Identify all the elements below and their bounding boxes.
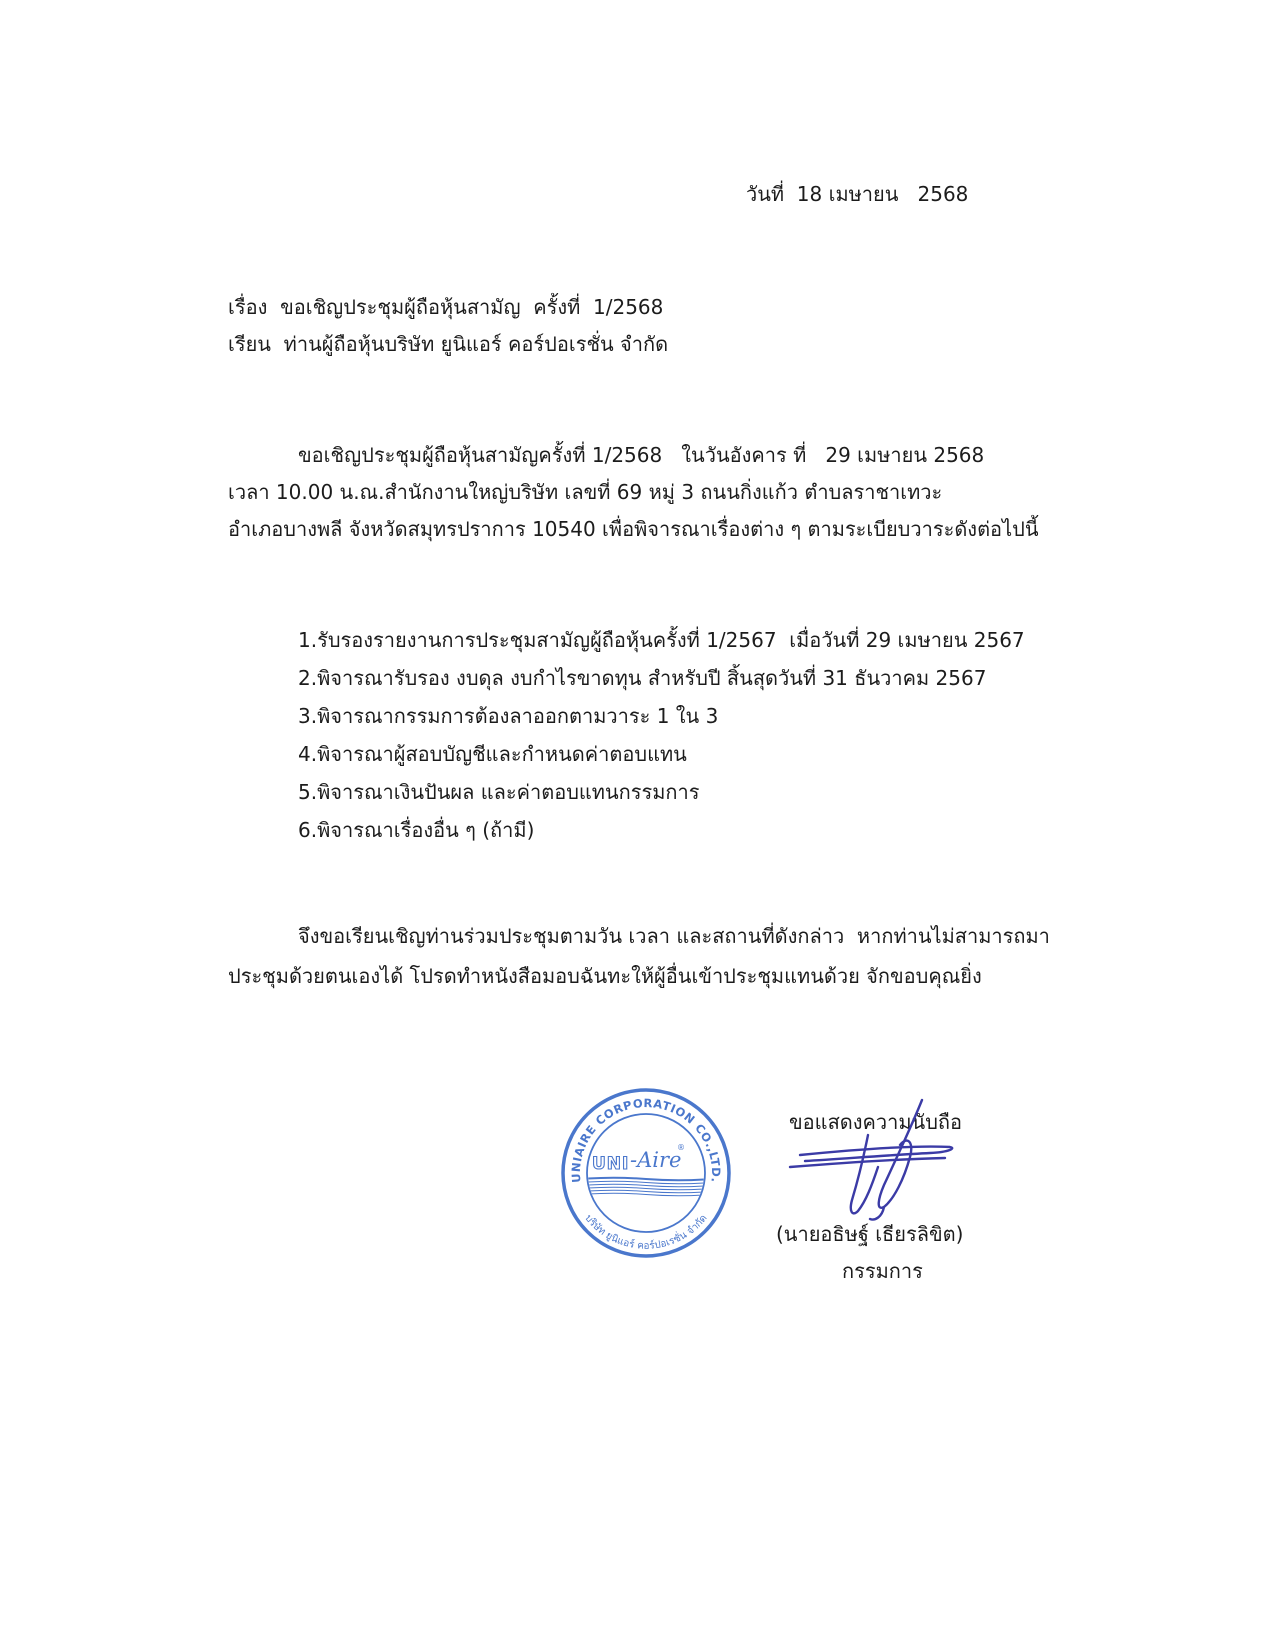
signature-stroke [851,1135,878,1213]
company-stamp [556,1083,736,1263]
salutation: ขอแสดงความนับถือ [789,1110,963,1134]
date-line: วันที่ 18 เมษายน 2568 [746,182,969,206]
stamp-arc-top-textpath: UNIAIRE CORPORATION CO.,LTD. [568,1095,724,1184]
body-line: เวลา 10.00 น.ณ.สำนักงานใหญ่บริษัท เลขที่ 69 หมู่ 3 ถนนกิ่งแก้ว ตำบลราชาเทวะ [228,480,943,504]
agenda-item: 2.พิจารณารับรอง งบดุล งบกำไรขาดทุน สำหรับปี สิ้นสุดวันที่ 31 ธันวาคม 2567 [298,666,987,690]
body-line: ขอเชิญประชุมผู้ถือหุ้นสามัญครั้งที่ 1/2568 ในวันอังคาร ที่ 29 เมษายน 2568 [298,443,985,467]
stamp-arc-bottom-textpath: บริษัท ยูนิแอร์ คอร์ปอเรชั่น จำกัด [582,1212,710,1252]
signer-title: กรรมการ [842,1259,923,1283]
stamp-wave-line [581,1187,711,1190]
signer-name: (นายอธิษฐ์ เธียรลิขิต) [776,1222,964,1246]
stamp-wave-line [581,1178,711,1181]
stamp-wave-band [581,1178,711,1196]
subject-line: เรื่อง ขอเชิญประชุมผู้ถือหุ้นสามัญ ครั้งที่ 1/2568 [228,295,664,319]
stamp-wave-line [581,1190,711,1193]
stamp-wave-line [581,1184,711,1187]
agenda-item: 3.พิจารณากรรมการต้องลาออกตามวาระ 1 ใน 3 [298,704,719,728]
closing-line: ประชุมด้วยตนเองได้ โปรดทำหนังสือมอบฉันทะให้ผู้อื่นเข้าประชุมแทนด้วย จักขอบคุณยิ่ง [228,964,982,988]
stamp-logo-uni: UNI [592,1154,630,1174]
signature [780,1095,970,1235]
agenda-item: 6.พิจารณาเรื่องอื่น ๆ (ถ้ามี) [298,818,535,842]
agenda-item: 5.พิจารณาเงินปันผล และค่าตอบแทนกรรมการ [298,780,700,804]
stamp-logo-aire: -Aire [630,1148,682,1172]
stamp-outer-ring [563,1090,729,1256]
body-line: อำเภอบางพลี จังหวัดสมุทรปราการ 10540 เพื่อพิจารณาเรื่องต่าง ๆ ตามระเบียบวาระดังต่อไปนี้ [228,517,1039,541]
closing-line: จึงขอเรียนเชิญท่านร่วมประชุมตามวัน เวลา และสถานที่ดังกล่าว หากท่านไม่สามารถมา [298,924,1050,948]
stamp-wave-line [581,1181,711,1184]
stamp-registered-mark: ® [677,1143,685,1152]
agenda-item: 1.รับรองรายงานการประชุมสามัญผู้ถือหุ้นครั้งที่ 1/2567 เมื่อวันที่ 29 เมษายน 2567 [298,628,1025,652]
stamp-wave-line [581,1193,711,1196]
recipient-line: เรียน ท่านผู้ถือหุ้นบริษัท ยูนิแอร์ คอร์ปอเรชั่น จำกัด [228,332,669,356]
agenda-item: 4.พิจารณาผู้สอบบัญชีและกำหนดค่าตอบแทน [298,742,687,766]
